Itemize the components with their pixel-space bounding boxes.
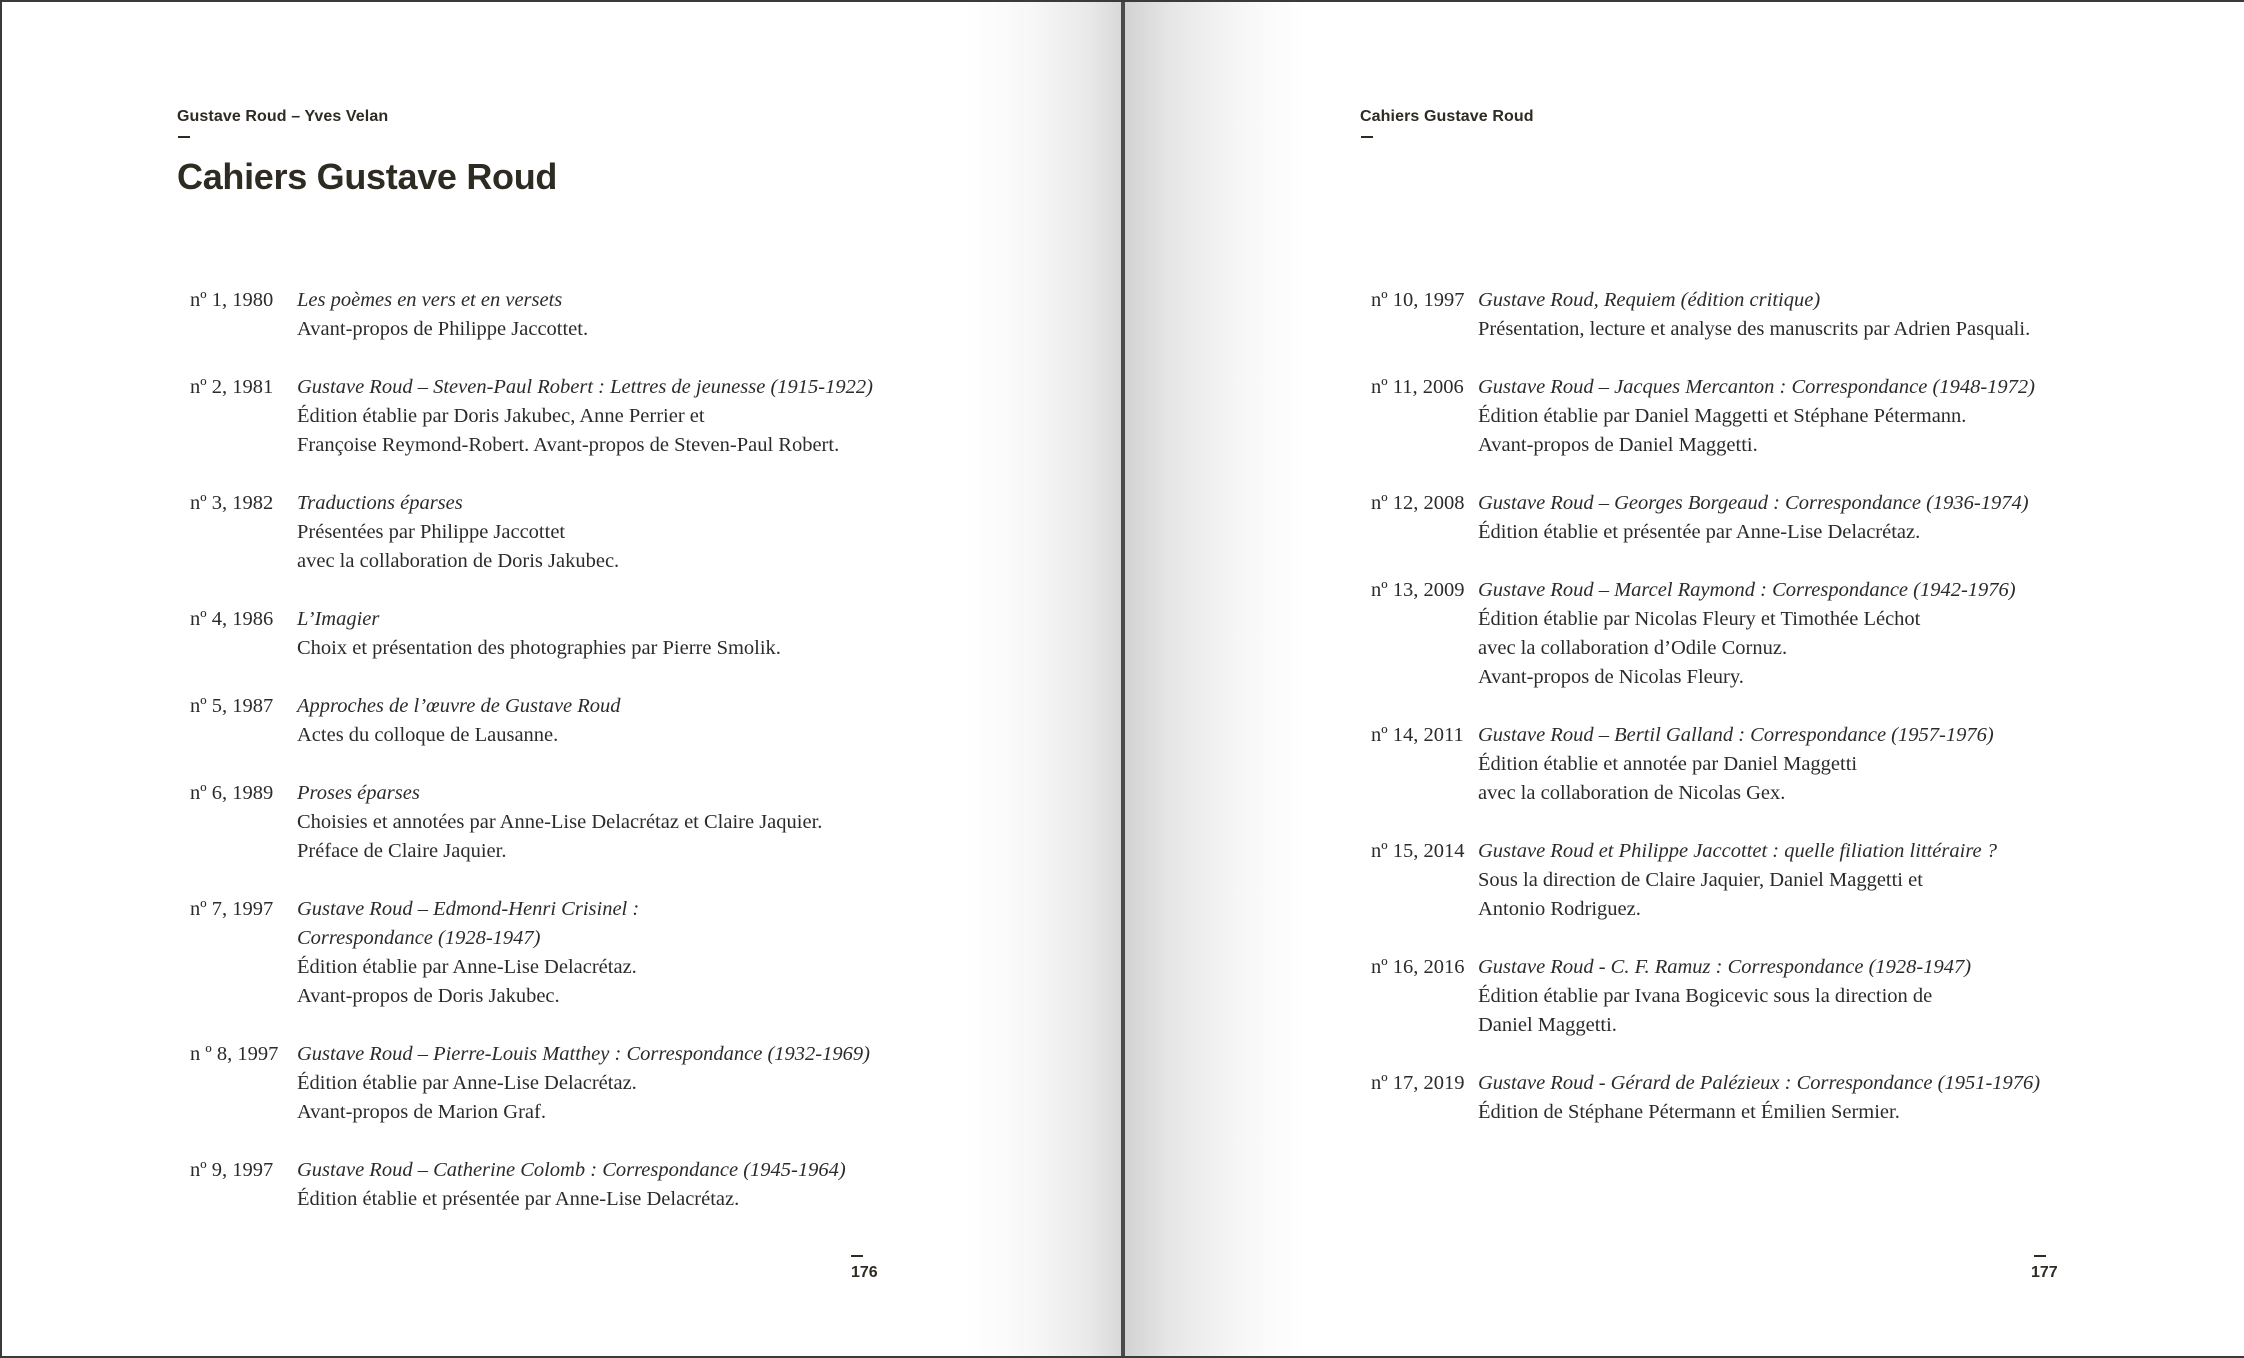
cahier-number: nº 14, 2011 <box>1371 724 1464 746</box>
cahier-description: Présentées par Philippe Jaccottet avec la collaboration de Doris Jakubec. <box>297 521 620 572</box>
cahier-details <box>297 489 1090 576</box>
cahier-details <box>1478 837 2231 924</box>
cahier-title: Gustave Roud, Requiem (édition critique) <box>1478 289 1821 311</box>
folio-rule-right <box>2034 1255 2046 1257</box>
cahier-title: Gustave Roud – Pierre-Louis Matthey : Correspondance (1932-1969) <box>297 1043 870 1065</box>
cahier-details <box>1478 489 2231 547</box>
right-page <box>1125 2 2244 1356</box>
cahier-entry <box>190 895 1090 1011</box>
cahier-description: Avant-propos de Philippe Jaccottet. <box>297 318 589 340</box>
cahier-entry <box>190 605 1090 663</box>
cahier-title: Gustave Roud - C. F. Ramuz : Correspondance (1928-1947) <box>1478 956 1972 978</box>
cahier-details <box>1478 373 2231 460</box>
cahier-title: Gustave Roud et Philippe Jaccottet : quelle filiation littéraire ? <box>1478 840 1998 862</box>
cahier-title: Gustave Roud – Steven-Paul Robert : Lettres de jeunesse (1915-1922) <box>297 376 873 398</box>
cahier-details <box>1478 576 2231 692</box>
cahier-details <box>297 895 1090 1011</box>
cahier-number: nº 17, 2019 <box>1371 1072 1465 1094</box>
cahier-number: n º 8, 1997 <box>190 1043 279 1065</box>
cahier-entry <box>190 286 1090 344</box>
cahier-number: nº 9, 1997 <box>190 1159 274 1181</box>
cahier-entry <box>1371 489 2231 547</box>
cahier-description: Présentation, lecture et analyse des manuscrits par Adrien Pasquali. <box>1478 318 2031 340</box>
cahier-description: Édition établie et présentée par Anne-Lise Delacrétaz. <box>1478 521 1921 543</box>
cahier-number: nº 5, 1987 <box>190 695 274 717</box>
cahier-number: nº 16, 2016 <box>1371 956 1465 978</box>
cahier-number: nº 7, 1997 <box>190 898 274 920</box>
cahier-entry <box>1371 1069 2231 1127</box>
cahier-title: Les poèmes en vers et en versets <box>297 289 563 311</box>
cahier-details <box>1478 286 2231 344</box>
cahier-details <box>1478 953 2231 1040</box>
cahier-number: nº 11, 2006 <box>1371 376 1464 398</box>
running-head-rule-right <box>1361 136 1373 138</box>
left-page <box>2 2 1122 1356</box>
folio-rule-left <box>851 1255 863 1257</box>
cahier-description: Édition de Stéphane Pétermann et Émilien Sermier. <box>1478 1101 1900 1123</box>
cahier-description: Édition établie par Anne-Lise Delacrétaz. Avant-propos de Marion Graf. <box>297 1072 637 1123</box>
cahier-description: Actes du colloque de Lausanne. <box>297 724 559 746</box>
cahier-description: Édition établie et annotée par Daniel Maggetti avec la collaboration de Nicolas Gex. <box>1478 753 1858 804</box>
cahier-title: Gustave Roud – Jacques Mercanton : Correspondance (1948-1972) <box>1478 376 2035 398</box>
cahier-title: Gustave Roud – Edmond-Henri Crisinel : Correspondance (1928-1947) <box>297 898 640 949</box>
cahier-description: Édition établie par Doris Jakubec, Anne Perrier et Françoise Reymond-Robert. Avant-propos de Steven-Paul Robert. <box>297 405 840 456</box>
cahier-entry <box>1371 576 2231 692</box>
running-head-left: Gustave Roud – Yves Velan <box>177 108 389 125</box>
cahier-number: nº 15, 2014 <box>1371 840 1465 862</box>
running-head-rule-left <box>178 136 190 138</box>
cahier-entry <box>190 692 1090 750</box>
cahier-title: Gustave Roud - Gérard de Palézieux : Correspondance (1951-1976) <box>1478 1072 2041 1094</box>
cahier-title: Gustave Roud – Bertil Galland : Correspondance (1957-1976) <box>1478 724 1994 746</box>
cahier-title: Gustave Roud – Georges Borgeaud : Correspondance (1936-1974) <box>1478 492 2029 514</box>
cahier-entry <box>190 779 1090 866</box>
cahier-number: nº 10, 1997 <box>1371 289 1465 311</box>
page-number-right: 177 <box>2031 1264 2058 1281</box>
cahier-number: nº 1, 1980 <box>190 289 274 311</box>
cahier-number: nº 4, 1986 <box>190 608 274 630</box>
cahier-number: nº 12, 2008 <box>1371 492 1465 514</box>
cahier-details <box>1478 721 2231 808</box>
page-title: Cahiers Gustave Roud <box>177 156 558 197</box>
cahier-details <box>297 605 1090 663</box>
cahier-details <box>297 373 1090 460</box>
running-head-right: Cahiers Gustave Roud <box>1360 108 1534 125</box>
cahier-entry <box>1371 373 2231 460</box>
cahier-description: Édition établie par Ivana Bogicevic sous la direction de Daniel Maggetti. <box>1478 985 1933 1036</box>
cahier-description: Édition établie par Anne-Lise Delacrétaz. Avant-propos de Doris Jakubec. <box>297 956 637 1007</box>
cahier-description: Sous la direction de Claire Jaquier, Daniel Maggetti et Antonio Rodriguez. <box>1478 869 1923 920</box>
cahier-description: Édition établie par Nicolas Fleury et Timothée Léchot avec la collaboration d’Odile Cornuz. Avant-propos de Nicolas Fleury. <box>1478 608 1921 688</box>
cahier-entry <box>1371 837 2231 924</box>
cahier-title: Approches de l’œuvre de Gustave Roud <box>297 695 621 717</box>
cahier-title: Traductions éparses <box>297 492 463 514</box>
cahiers-list-right <box>1371 286 2231 1156</box>
cahier-details <box>297 1156 1090 1214</box>
cahier-number: nº 3, 1982 <box>190 492 274 514</box>
cahier-number: nº 6, 1989 <box>190 782 274 804</box>
cahier-title: Proses éparses <box>297 782 420 804</box>
cahier-details <box>297 1040 1090 1127</box>
cahier-title: L’Imagier <box>297 608 380 630</box>
cahier-title: Gustave Roud – Marcel Raymond : Correspondance (1942-1976) <box>1478 579 2016 601</box>
cahiers-list-left <box>190 286 1090 1243</box>
cahier-details <box>1478 1069 2231 1127</box>
cahier-entry <box>190 489 1090 576</box>
cahier-details <box>297 692 1090 750</box>
cahier-title: Gustave Roud – Catherine Colomb : Correspondance (1945-1964) <box>297 1159 846 1181</box>
cahier-description: Choisies et annotées par Anne-Lise Delacrétaz et Claire Jaquier. Préface de Claire Jaquier. <box>297 811 823 862</box>
cahier-entry <box>190 1040 1090 1127</box>
cahier-details <box>297 286 1090 344</box>
cahier-description: Choix et présentation des photographies par Pierre Smolik. <box>297 637 781 659</box>
cahier-details <box>297 779 1090 866</box>
page-number-left: 176 <box>851 1264 878 1281</box>
cahier-entry <box>190 1156 1090 1214</box>
cahier-description: Édition établie et présentée par Anne-Lise Delacrétaz. <box>297 1188 740 1210</box>
cahier-description: Édition établie par Daniel Maggetti et Stéphane Pétermann. Avant-propos de Daniel Maggetti. <box>1478 405 1967 456</box>
cahier-entry <box>1371 721 2231 808</box>
cahier-entry <box>1371 953 2231 1040</box>
cahier-entry <box>1371 286 2231 344</box>
cahier-number: nº 2, 1981 <box>190 376 274 398</box>
cahier-entry <box>190 373 1090 460</box>
cahier-number: nº 13, 2009 <box>1371 579 1465 601</box>
